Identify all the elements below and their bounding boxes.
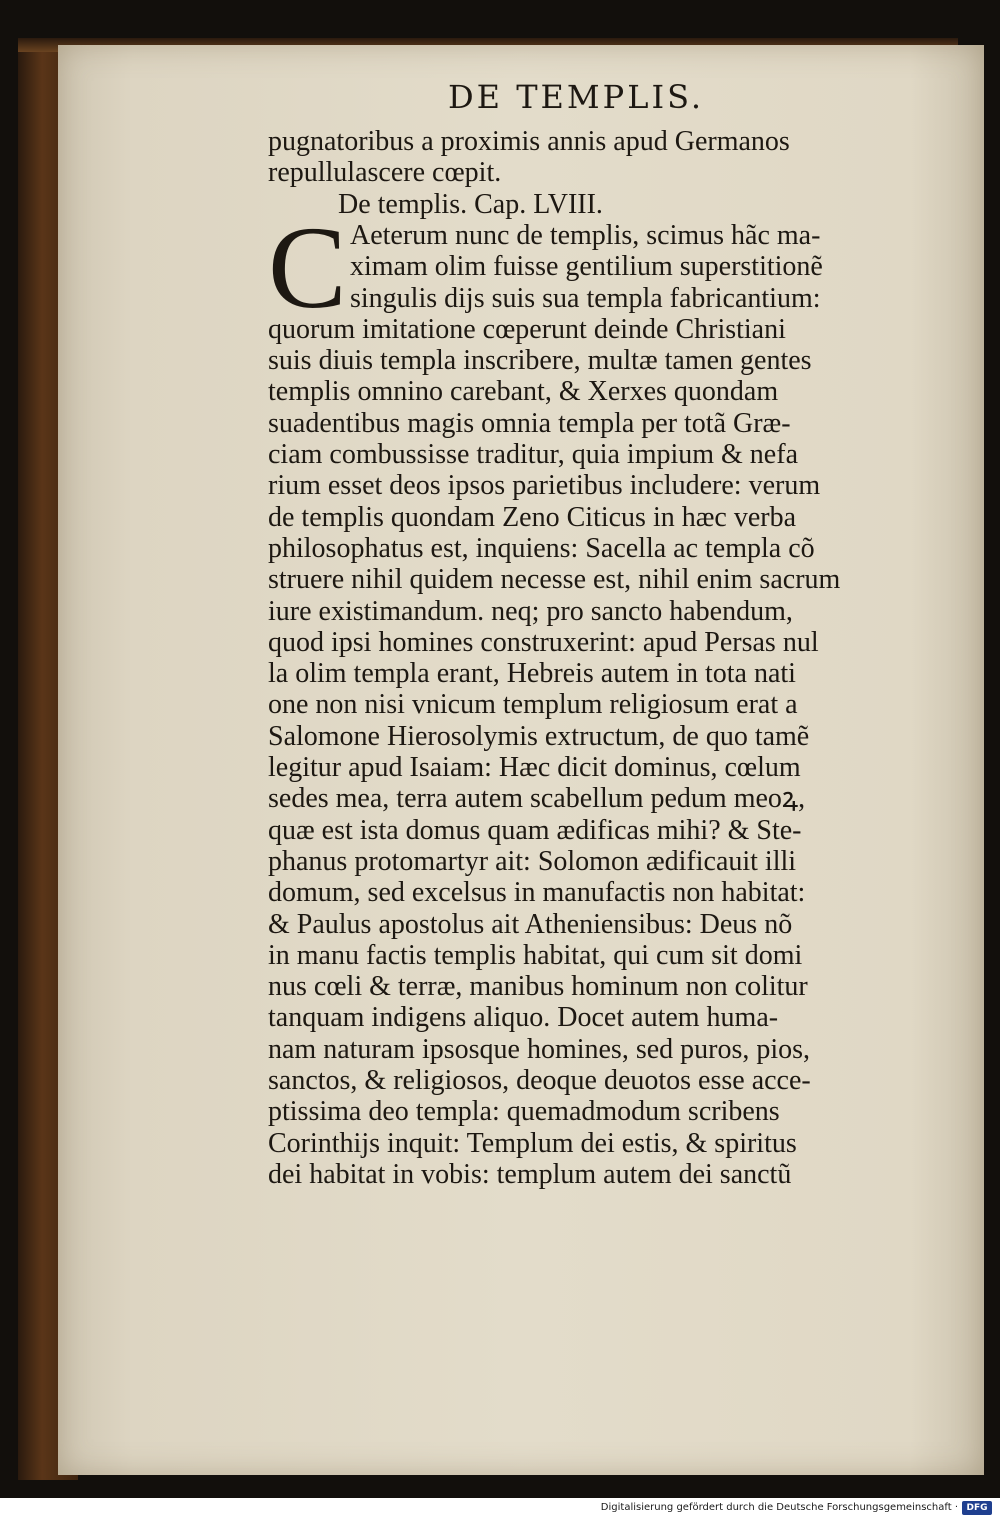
text-line: in manu factis templis habitat, qui cum sit domi [268, 939, 803, 971]
text-line: ptissima deo templa: quemadmodum scribens [268, 1096, 780, 1128]
text-line: dei habitat in vobis: templum autem dei sanctũ [268, 1158, 792, 1190]
text-line: singulis dijs suis sua templa fabricantium: [350, 282, 821, 314]
text-line: ciam combussisse traditur, quia impium & nefa [268, 439, 798, 470]
text-line: nus cœli & terræ, manibus hominum non colitur [268, 971, 808, 1003]
text-line: nam naturam ipsosque homines, sed puros, pios, [268, 1033, 811, 1065]
chapter-heading: De templis. Cap. LVIII. [338, 188, 603, 220]
running-head: DE TEMPLIS. [448, 78, 705, 116]
text-line: sedes mea, terra autem scabellum pedum meoꝝ, [268, 783, 806, 815]
text-line: Aeterum nunc de templis, scimus hãc ma- [350, 219, 821, 251]
text-line: & Paulus apostolus ait Atheniensibus: Deus nõ [268, 908, 793, 940]
drop-cap-initial: C [268, 202, 347, 333]
text-line: sanctos, & religiosos, deoque deuotos esse acce- [268, 1065, 811, 1096]
text-line: one non nisi vnicum templum religiosum erat a [268, 689, 798, 721]
text-line: quod ipsi homines construxerint: apud Persas nul [268, 626, 819, 658]
text-line: philosophatus est, inquiens: Sacella ac templa cõ [268, 532, 815, 564]
text-line: Corinthijs inquit: Templum dei estis, & spiritus [268, 1127, 797, 1159]
funding-credit: Digitalisierung gefördert durch die Deutsche Forschungsgemeinschaft · [600, 1502, 958, 1513]
text-line: Salomone Hierosolymis extructum, de quo tamẽ [268, 720, 810, 752]
text-line: suadentibus magis omnia templa per totã Græ- [268, 407, 791, 439]
text-line: struere nihil quidem necesse est, nihil enim sacrum [268, 564, 841, 596]
text-line: rium esset deos ipsos parietibus includere: verum [268, 470, 821, 502]
text-line: quæ est ista domus quam ædificas mihi? & Ste- [268, 814, 802, 846]
text-line: iure existimandum. neq; pro sancto habendum, [268, 595, 793, 627]
dfg-logo: DFG [962, 1501, 992, 1515]
text-line: pugnatoribus a proximis annis apud Germanos [268, 126, 790, 157]
text-line: phanus protomartyr ait: Solomon ædificauit illi [268, 845, 797, 877]
text-line: tanquam indigens aliquo. Docet autem huma- [268, 1002, 779, 1034]
text-line: legitur apud Isaiam: Hæc dicit dominus, cœlum [268, 752, 801, 783]
text-line: templis omnino carebant, & Xerxes quondam [268, 376, 779, 408]
text-line: la olim templa erant, Hebreis autem in tota nati [268, 658, 796, 690]
text-line: domum, sed excelsus in manufactis non habitat: [268, 877, 806, 909]
text-line: de templis quondam Zeno Citicus in hæc verba [268, 501, 797, 533]
text-line: quorum imitatione cœperunt deinde Christiani [268, 313, 786, 345]
text-line: ximam olim fuisse gentilium superstitionẽ [350, 251, 823, 283]
text-line: repullulascere cœpit. [268, 157, 502, 189]
text-line: suis diuis templa inscribere, multæ tamen gentes [268, 345, 812, 377]
